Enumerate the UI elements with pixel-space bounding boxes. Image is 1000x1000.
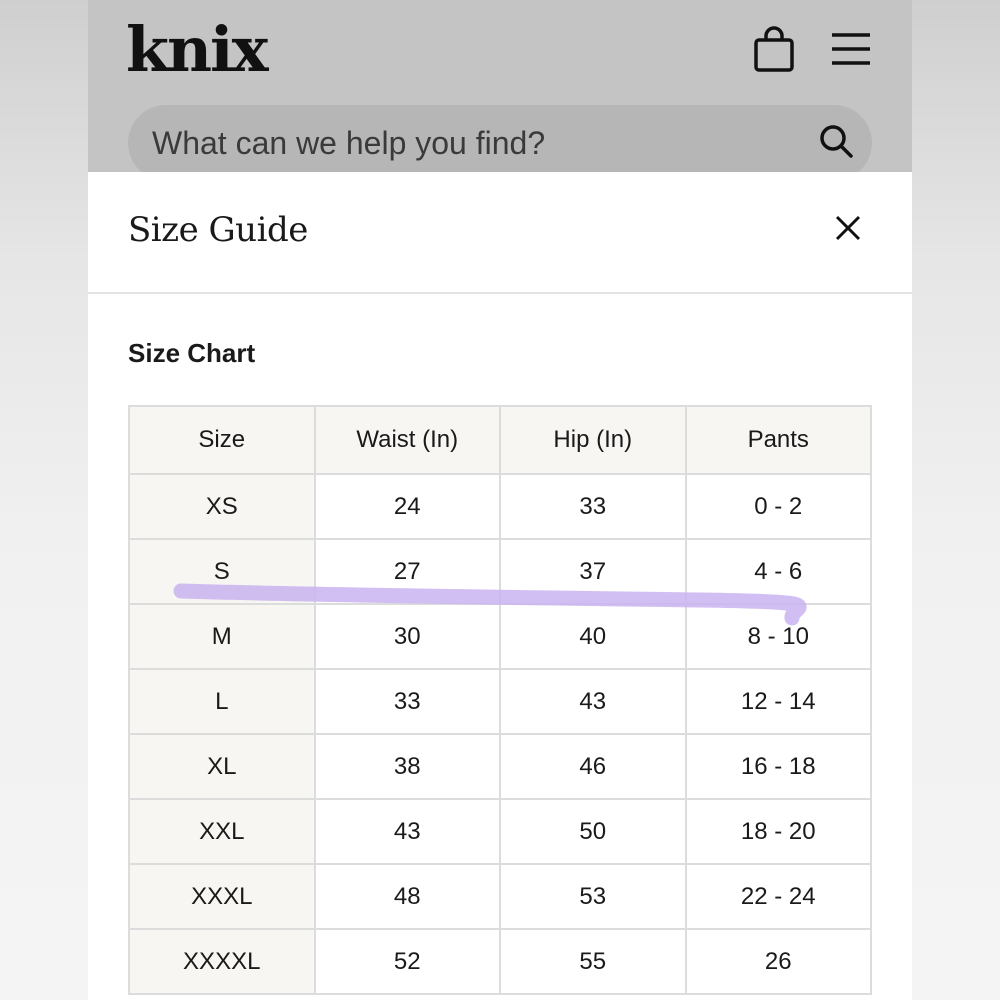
table-row [129,474,871,539]
hip-cell: 55 [500,929,686,994]
modal-title: Size Guide [128,210,308,250]
hip-cell: 37 [500,539,686,604]
hip-cell: 50 [500,799,686,864]
table-row [129,929,871,994]
table-row [129,604,871,669]
waist-cell: 24 [315,474,501,539]
size-chart-table [128,405,872,995]
size-cell: L [129,669,315,734]
size-cell: XXXXL [129,929,315,994]
menu-button[interactable] [828,30,874,68]
table-row [129,799,871,864]
section-title: Size Chart [128,338,256,368]
pants-cell: 26 [686,929,872,994]
size-cell: S [129,539,315,604]
shopping-bag-button[interactable] [752,26,796,74]
modal-header [88,172,912,294]
waist-cell: 48 [315,864,501,929]
table-row [129,864,871,929]
search-button[interactable] [816,121,856,161]
size-cell: XXXL [129,864,315,929]
column-header: Pants [686,406,872,474]
shopping-bag-icon [752,26,796,74]
brand-logo[interactable]: knix [126,13,267,86]
close-icon [828,208,868,248]
waist-cell: 27 [315,539,501,604]
table-row [129,734,871,799]
size-cell: XL [129,734,315,799]
top-navigation-bar [88,0,912,172]
table-row [129,539,871,604]
size-cell: XXL [129,799,315,864]
pants-cell: 0 - 2 [686,474,872,539]
pants-cell: 18 - 20 [686,799,872,864]
pants-cell: 22 - 24 [686,864,872,929]
pants-cell: 8 - 10 [686,604,872,669]
column-header: Hip (In) [500,406,686,474]
pants-cell: 16 - 18 [686,734,872,799]
waist-cell: 38 [315,734,501,799]
search-input[interactable] [152,119,792,167]
size-cell: M [129,604,315,669]
hip-cell: 46 [500,734,686,799]
column-header: Size [129,406,315,474]
search-bar[interactable] [128,105,872,181]
waist-cell: 33 [315,669,501,734]
search-icon [816,121,856,161]
pants-cell: 12 - 14 [686,669,872,734]
waist-cell: 52 [315,929,501,994]
hip-cell: 43 [500,669,686,734]
hip-cell: 53 [500,864,686,929]
pants-cell: 4 - 6 [686,539,872,604]
hip-cell: 33 [500,474,686,539]
hamburger-menu-icon [828,30,874,68]
table-header-row [129,406,871,474]
size-cell: XS [129,474,315,539]
waist-cell: 43 [315,799,501,864]
column-header: Waist (In) [315,406,501,474]
close-button[interactable] [828,208,868,248]
waist-cell: 30 [315,604,501,669]
phone-screen [88,0,912,1000]
table-row [129,669,871,734]
hip-cell: 40 [500,604,686,669]
